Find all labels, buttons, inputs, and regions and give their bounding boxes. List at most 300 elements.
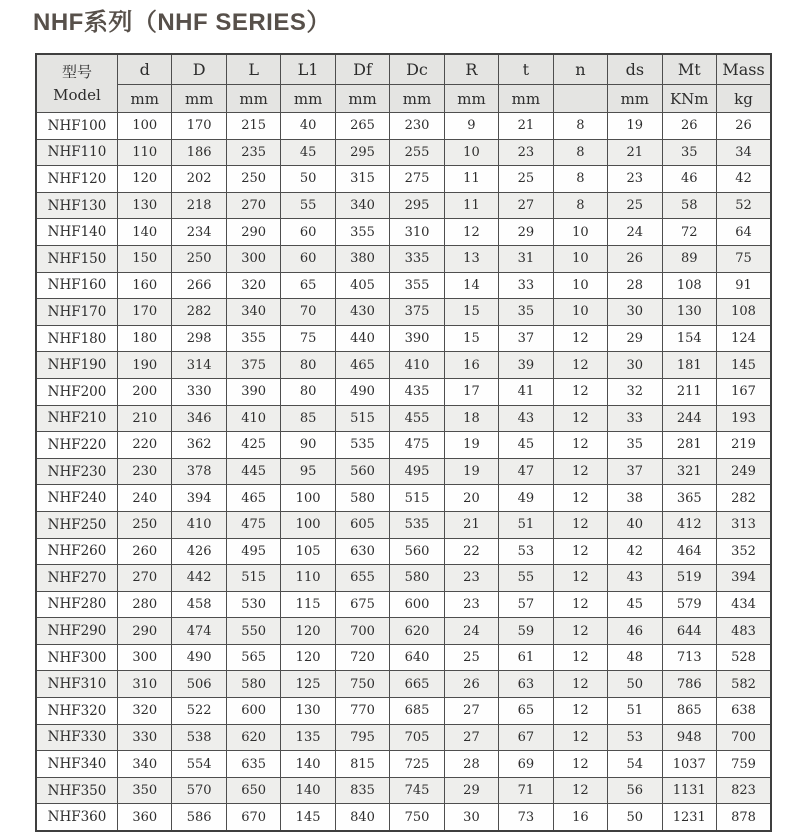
column-header-ds: ds (608, 54, 662, 85)
data-cell: 28 (608, 272, 662, 299)
column-unit-mt: KNm (662, 85, 716, 113)
model-cell: NHF260 (36, 538, 118, 565)
column-unit-d: mm (172, 85, 226, 113)
data-cell: 90 (281, 432, 335, 459)
data-cell: 53 (608, 724, 662, 751)
data-cell: 12 (553, 698, 607, 725)
model-cell: NHF180 (36, 325, 118, 352)
table-row (36, 272, 771, 299)
table-row (36, 219, 771, 246)
data-cell: 250 (172, 245, 226, 272)
data-cell: 580 (335, 485, 389, 512)
data-cell: 490 (335, 378, 389, 405)
data-cell: 140 (118, 219, 172, 246)
data-cell: 530 (226, 591, 280, 618)
column-unit-l: mm (226, 85, 280, 113)
data-cell: 390 (390, 325, 444, 352)
table-body (36, 113, 771, 832)
data-cell: 45 (608, 591, 662, 618)
data-cell: 355 (335, 219, 389, 246)
data-cell: 12 (553, 751, 607, 778)
data-cell: 48 (608, 644, 662, 671)
data-cell: 458 (172, 591, 226, 618)
data-cell: 75 (281, 325, 335, 352)
data-cell: 375 (390, 299, 444, 326)
data-cell: 39 (499, 352, 553, 379)
data-cell: 140 (281, 777, 335, 804)
data-cell: 51 (499, 511, 553, 538)
data-cell: 442 (172, 565, 226, 592)
column-header-mass: Mass (716, 54, 771, 85)
data-cell: 320 (118, 698, 172, 725)
data-cell: 10 (553, 272, 607, 299)
data-cell: 515 (390, 485, 444, 512)
table-row (36, 113, 771, 140)
table-row (36, 751, 771, 778)
data-cell: 12 (553, 724, 607, 751)
data-cell: 220 (118, 432, 172, 459)
data-cell: 295 (390, 192, 444, 219)
data-cell: 300 (226, 245, 280, 272)
column-header-model (36, 54, 118, 113)
table-row (36, 671, 771, 698)
table-row (36, 698, 771, 725)
data-cell: 186 (172, 139, 226, 166)
data-cell: 108 (662, 272, 716, 299)
data-cell: 720 (335, 644, 389, 671)
data-cell: 33 (608, 405, 662, 432)
data-cell: 181 (662, 352, 716, 379)
model-header-en: Model (53, 85, 101, 104)
data-cell: 560 (390, 538, 444, 565)
data-cell: 89 (662, 245, 716, 272)
table-row (36, 591, 771, 618)
model-cell: NHF360 (36, 804, 118, 831)
data-cell: 465 (226, 485, 280, 512)
data-cell: 167 (716, 378, 771, 405)
data-cell: 190 (118, 352, 172, 379)
data-cell: 260 (118, 538, 172, 565)
data-cell: 170 (118, 299, 172, 326)
data-cell: 24 (608, 219, 662, 246)
data-cell: 375 (226, 352, 280, 379)
data-cell: 140 (281, 751, 335, 778)
data-cell: 8 (553, 139, 607, 166)
data-cell: 11 (444, 192, 498, 219)
table-row (36, 378, 771, 405)
header-row-labels (36, 54, 771, 85)
data-cell: 410 (226, 405, 280, 432)
data-cell: 130 (118, 192, 172, 219)
table-row (36, 458, 771, 485)
data-cell: 725 (390, 751, 444, 778)
data-cell: 45 (281, 139, 335, 166)
data-cell: 434 (716, 591, 771, 618)
data-cell: 700 (335, 618, 389, 645)
data-cell: 235 (226, 139, 280, 166)
data-cell: 405 (335, 272, 389, 299)
data-cell: 54 (608, 751, 662, 778)
data-cell: 840 (335, 804, 389, 831)
table-row (36, 804, 771, 831)
data-cell: 50 (281, 166, 335, 193)
column-header-t: t (499, 54, 553, 85)
data-cell: 120 (281, 644, 335, 671)
data-cell: 394 (716, 565, 771, 592)
data-cell: 355 (390, 272, 444, 299)
data-cell: 37 (608, 458, 662, 485)
data-cell: 310 (118, 671, 172, 698)
data-cell: 815 (335, 751, 389, 778)
data-cell: 644 (662, 618, 716, 645)
column-header-mt: Mt (662, 54, 716, 85)
data-cell: 640 (390, 644, 444, 671)
data-cell: 16 (444, 352, 498, 379)
data-cell: 535 (335, 432, 389, 459)
model-cell: NHF340 (36, 751, 118, 778)
data-cell: 435 (390, 378, 444, 405)
data-cell: 160 (118, 272, 172, 299)
data-cell: 124 (716, 325, 771, 352)
data-cell: 12 (553, 485, 607, 512)
data-cell: 16 (553, 804, 607, 831)
data-cell: 865 (662, 698, 716, 725)
data-cell: 290 (118, 618, 172, 645)
column-header-df: Df (335, 54, 389, 85)
data-cell: 310 (390, 219, 444, 246)
data-cell: 270 (118, 565, 172, 592)
data-cell: 340 (118, 751, 172, 778)
column-header-n: n (553, 54, 607, 85)
data-cell: 80 (281, 352, 335, 379)
data-cell: 26 (662, 113, 716, 140)
data-cell: 180 (118, 325, 172, 352)
data-cell: 46 (608, 618, 662, 645)
data-cell: 115 (281, 591, 335, 618)
data-cell: 560 (335, 458, 389, 485)
data-cell: 120 (118, 166, 172, 193)
data-cell: 21 (444, 511, 498, 538)
data-cell: 685 (390, 698, 444, 725)
data-cell: 21 (499, 113, 553, 140)
data-cell: 60 (281, 245, 335, 272)
model-cell: NHF230 (36, 458, 118, 485)
data-cell: 290 (226, 219, 280, 246)
data-cell: 23 (444, 565, 498, 592)
data-cell: 15 (444, 299, 498, 326)
data-cell: 154 (662, 325, 716, 352)
table-row (36, 565, 771, 592)
table-row (36, 352, 771, 379)
data-cell: 340 (226, 299, 280, 326)
data-cell: 675 (335, 591, 389, 618)
data-cell: 630 (335, 538, 389, 565)
data-cell: 426 (172, 538, 226, 565)
data-cell: 249 (716, 458, 771, 485)
data-cell: 100 (281, 511, 335, 538)
model-header-zh: 型号 (61, 63, 92, 81)
data-cell: 28 (444, 751, 498, 778)
data-cell: 380 (335, 245, 389, 272)
data-cell: 600 (226, 698, 280, 725)
data-cell: 255 (390, 139, 444, 166)
data-cell: 25 (499, 166, 553, 193)
data-cell: 638 (716, 698, 771, 725)
data-cell: 340 (335, 192, 389, 219)
data-cell: 605 (335, 511, 389, 538)
model-cell: NHF200 (36, 378, 118, 405)
column-unit-n (553, 85, 607, 113)
data-cell: 320 (226, 272, 280, 299)
model-cell: NHF240 (36, 485, 118, 512)
data-cell: 635 (226, 751, 280, 778)
data-cell: 440 (335, 325, 389, 352)
data-cell: 43 (608, 565, 662, 592)
data-cell: 24 (444, 618, 498, 645)
data-cell: 145 (716, 352, 771, 379)
data-cell: 100 (281, 485, 335, 512)
table-row (36, 724, 771, 751)
data-cell: 23 (444, 591, 498, 618)
model-cell: NHF270 (36, 565, 118, 592)
data-cell: 211 (662, 378, 716, 405)
data-cell: 215 (226, 113, 280, 140)
data-cell: 425 (226, 432, 280, 459)
column-header-l1: L1 (281, 54, 335, 85)
data-cell: 12 (553, 511, 607, 538)
data-cell: 71 (499, 777, 553, 804)
table-row (36, 166, 771, 193)
data-cell: 655 (335, 565, 389, 592)
data-cell: 200 (118, 378, 172, 405)
model-cell: NHF110 (36, 139, 118, 166)
data-cell: 455 (390, 405, 444, 432)
data-cell: 250 (226, 166, 280, 193)
data-cell: 29 (608, 325, 662, 352)
data-cell: 750 (335, 671, 389, 698)
column-unit-t: mm (499, 85, 553, 113)
data-cell: 281 (662, 432, 716, 459)
data-cell: 61 (499, 644, 553, 671)
data-cell: 650 (226, 777, 280, 804)
data-cell: 27 (444, 698, 498, 725)
data-cell: 37 (499, 325, 553, 352)
data-cell: 515 (226, 565, 280, 592)
data-cell: 565 (226, 644, 280, 671)
data-cell: 713 (662, 644, 716, 671)
data-cell: 495 (226, 538, 280, 565)
data-cell: 75 (716, 245, 771, 272)
data-cell: 26 (608, 245, 662, 272)
column-unit-dc: mm (390, 85, 444, 113)
data-cell: 12 (553, 432, 607, 459)
data-cell: 53 (499, 538, 553, 565)
data-cell: 50 (608, 671, 662, 698)
table-row (36, 538, 771, 565)
data-cell: 464 (662, 538, 716, 565)
column-unit-d: mm (118, 85, 172, 113)
data-cell: 335 (390, 245, 444, 272)
data-cell: 210 (118, 405, 172, 432)
data-cell: 600 (390, 591, 444, 618)
data-cell: 42 (608, 538, 662, 565)
data-cell: 360 (118, 804, 172, 831)
data-cell: 170 (172, 113, 226, 140)
data-cell: 202 (172, 166, 226, 193)
data-cell: 700 (716, 724, 771, 751)
data-cell: 35 (662, 139, 716, 166)
data-cell: 19 (608, 113, 662, 140)
model-cell: NHF220 (36, 432, 118, 459)
data-cell: 835 (335, 777, 389, 804)
data-cell: 59 (499, 618, 553, 645)
data-cell: 218 (172, 192, 226, 219)
data-cell: 80 (281, 378, 335, 405)
column-unit-l1: mm (281, 85, 335, 113)
data-cell: 8 (553, 113, 607, 140)
data-cell: 12 (553, 325, 607, 352)
data-cell: 10 (553, 219, 607, 246)
data-cell: 12 (553, 405, 607, 432)
column-header-d: d (118, 54, 172, 85)
data-cell: 240 (118, 485, 172, 512)
data-cell: 314 (172, 352, 226, 379)
data-cell: 29 (444, 777, 498, 804)
model-cell: NHF250 (36, 511, 118, 538)
data-cell: 27 (444, 724, 498, 751)
data-cell: 70 (281, 299, 335, 326)
data-cell: 1131 (662, 777, 716, 804)
data-cell: 282 (716, 485, 771, 512)
data-cell: 390 (226, 378, 280, 405)
data-cell: 465 (335, 352, 389, 379)
column-unit-df: mm (335, 85, 389, 113)
data-cell: 282 (172, 299, 226, 326)
data-cell: 586 (172, 804, 226, 831)
data-cell: 355 (226, 325, 280, 352)
data-cell: 12 (553, 671, 607, 698)
data-cell: 21 (608, 139, 662, 166)
model-cell: NHF320 (36, 698, 118, 725)
data-cell: 270 (226, 192, 280, 219)
data-cell: 244 (662, 405, 716, 432)
data-cell: 266 (172, 272, 226, 299)
data-cell: 535 (390, 511, 444, 538)
data-cell: 515 (335, 405, 389, 432)
data-cell: 495 (390, 458, 444, 485)
data-cell: 554 (172, 751, 226, 778)
data-cell: 362 (172, 432, 226, 459)
data-cell: 410 (172, 511, 226, 538)
column-unit-r: mm (444, 85, 498, 113)
data-cell: 19 (444, 458, 498, 485)
data-cell: 20 (444, 485, 498, 512)
data-cell: 91 (716, 272, 771, 299)
data-cell: 51 (608, 698, 662, 725)
data-cell: 27 (499, 192, 553, 219)
data-cell: 60 (281, 219, 335, 246)
data-cell: 230 (390, 113, 444, 140)
table-row (36, 511, 771, 538)
data-cell: 19 (444, 432, 498, 459)
data-cell: 528 (716, 644, 771, 671)
data-cell: 69 (499, 751, 553, 778)
data-cell: 41 (499, 378, 553, 405)
data-cell: 56 (608, 777, 662, 804)
data-cell: 295 (335, 139, 389, 166)
data-cell: 14 (444, 272, 498, 299)
data-cell: 11 (444, 166, 498, 193)
table-row (36, 299, 771, 326)
data-cell: 22 (444, 538, 498, 565)
data-cell: 17 (444, 378, 498, 405)
model-cell: NHF130 (36, 192, 118, 219)
data-cell: 55 (281, 192, 335, 219)
data-cell: 30 (608, 299, 662, 326)
column-header-r: R (444, 54, 498, 85)
data-cell: 313 (716, 511, 771, 538)
data-cell: 58 (662, 192, 716, 219)
data-cell: 12 (553, 378, 607, 405)
data-cell: 570 (172, 777, 226, 804)
model-cell: NHF350 (36, 777, 118, 804)
data-cell: 750 (390, 804, 444, 831)
data-cell: 23 (608, 166, 662, 193)
data-cell: 250 (118, 511, 172, 538)
data-cell: 65 (281, 272, 335, 299)
data-cell: 50 (608, 804, 662, 831)
data-cell: 265 (335, 113, 389, 140)
column-header-l: L (226, 54, 280, 85)
table-row (36, 644, 771, 671)
data-cell: 475 (226, 511, 280, 538)
data-cell: 519 (662, 565, 716, 592)
data-cell: 378 (172, 458, 226, 485)
data-cell: 32 (608, 378, 662, 405)
table-header (36, 54, 771, 113)
data-cell: 745 (390, 777, 444, 804)
data-cell: 300 (118, 644, 172, 671)
data-cell: 110 (118, 139, 172, 166)
model-cell: NHF120 (36, 166, 118, 193)
data-cell: 705 (390, 724, 444, 751)
data-cell: 12 (553, 352, 607, 379)
data-cell: 30 (444, 804, 498, 831)
data-cell: 795 (335, 724, 389, 751)
table-row (36, 325, 771, 352)
data-cell: 108 (716, 299, 771, 326)
data-cell: 394 (172, 485, 226, 512)
data-cell: 43 (499, 405, 553, 432)
data-cell: 219 (716, 432, 771, 459)
data-cell: 10 (553, 245, 607, 272)
data-cell: 352 (716, 538, 771, 565)
data-cell: 34 (716, 139, 771, 166)
table-row (36, 405, 771, 432)
data-cell: 12 (553, 565, 607, 592)
data-cell: 105 (281, 538, 335, 565)
model-cell: NHF190 (36, 352, 118, 379)
data-cell: 25 (444, 644, 498, 671)
data-cell: 412 (662, 511, 716, 538)
model-cell: NHF330 (36, 724, 118, 751)
table-row (36, 245, 771, 272)
data-cell: 40 (608, 511, 662, 538)
data-cell: 100 (118, 113, 172, 140)
data-cell: 31 (499, 245, 553, 272)
data-cell: 13 (444, 245, 498, 272)
data-cell: 35 (608, 432, 662, 459)
